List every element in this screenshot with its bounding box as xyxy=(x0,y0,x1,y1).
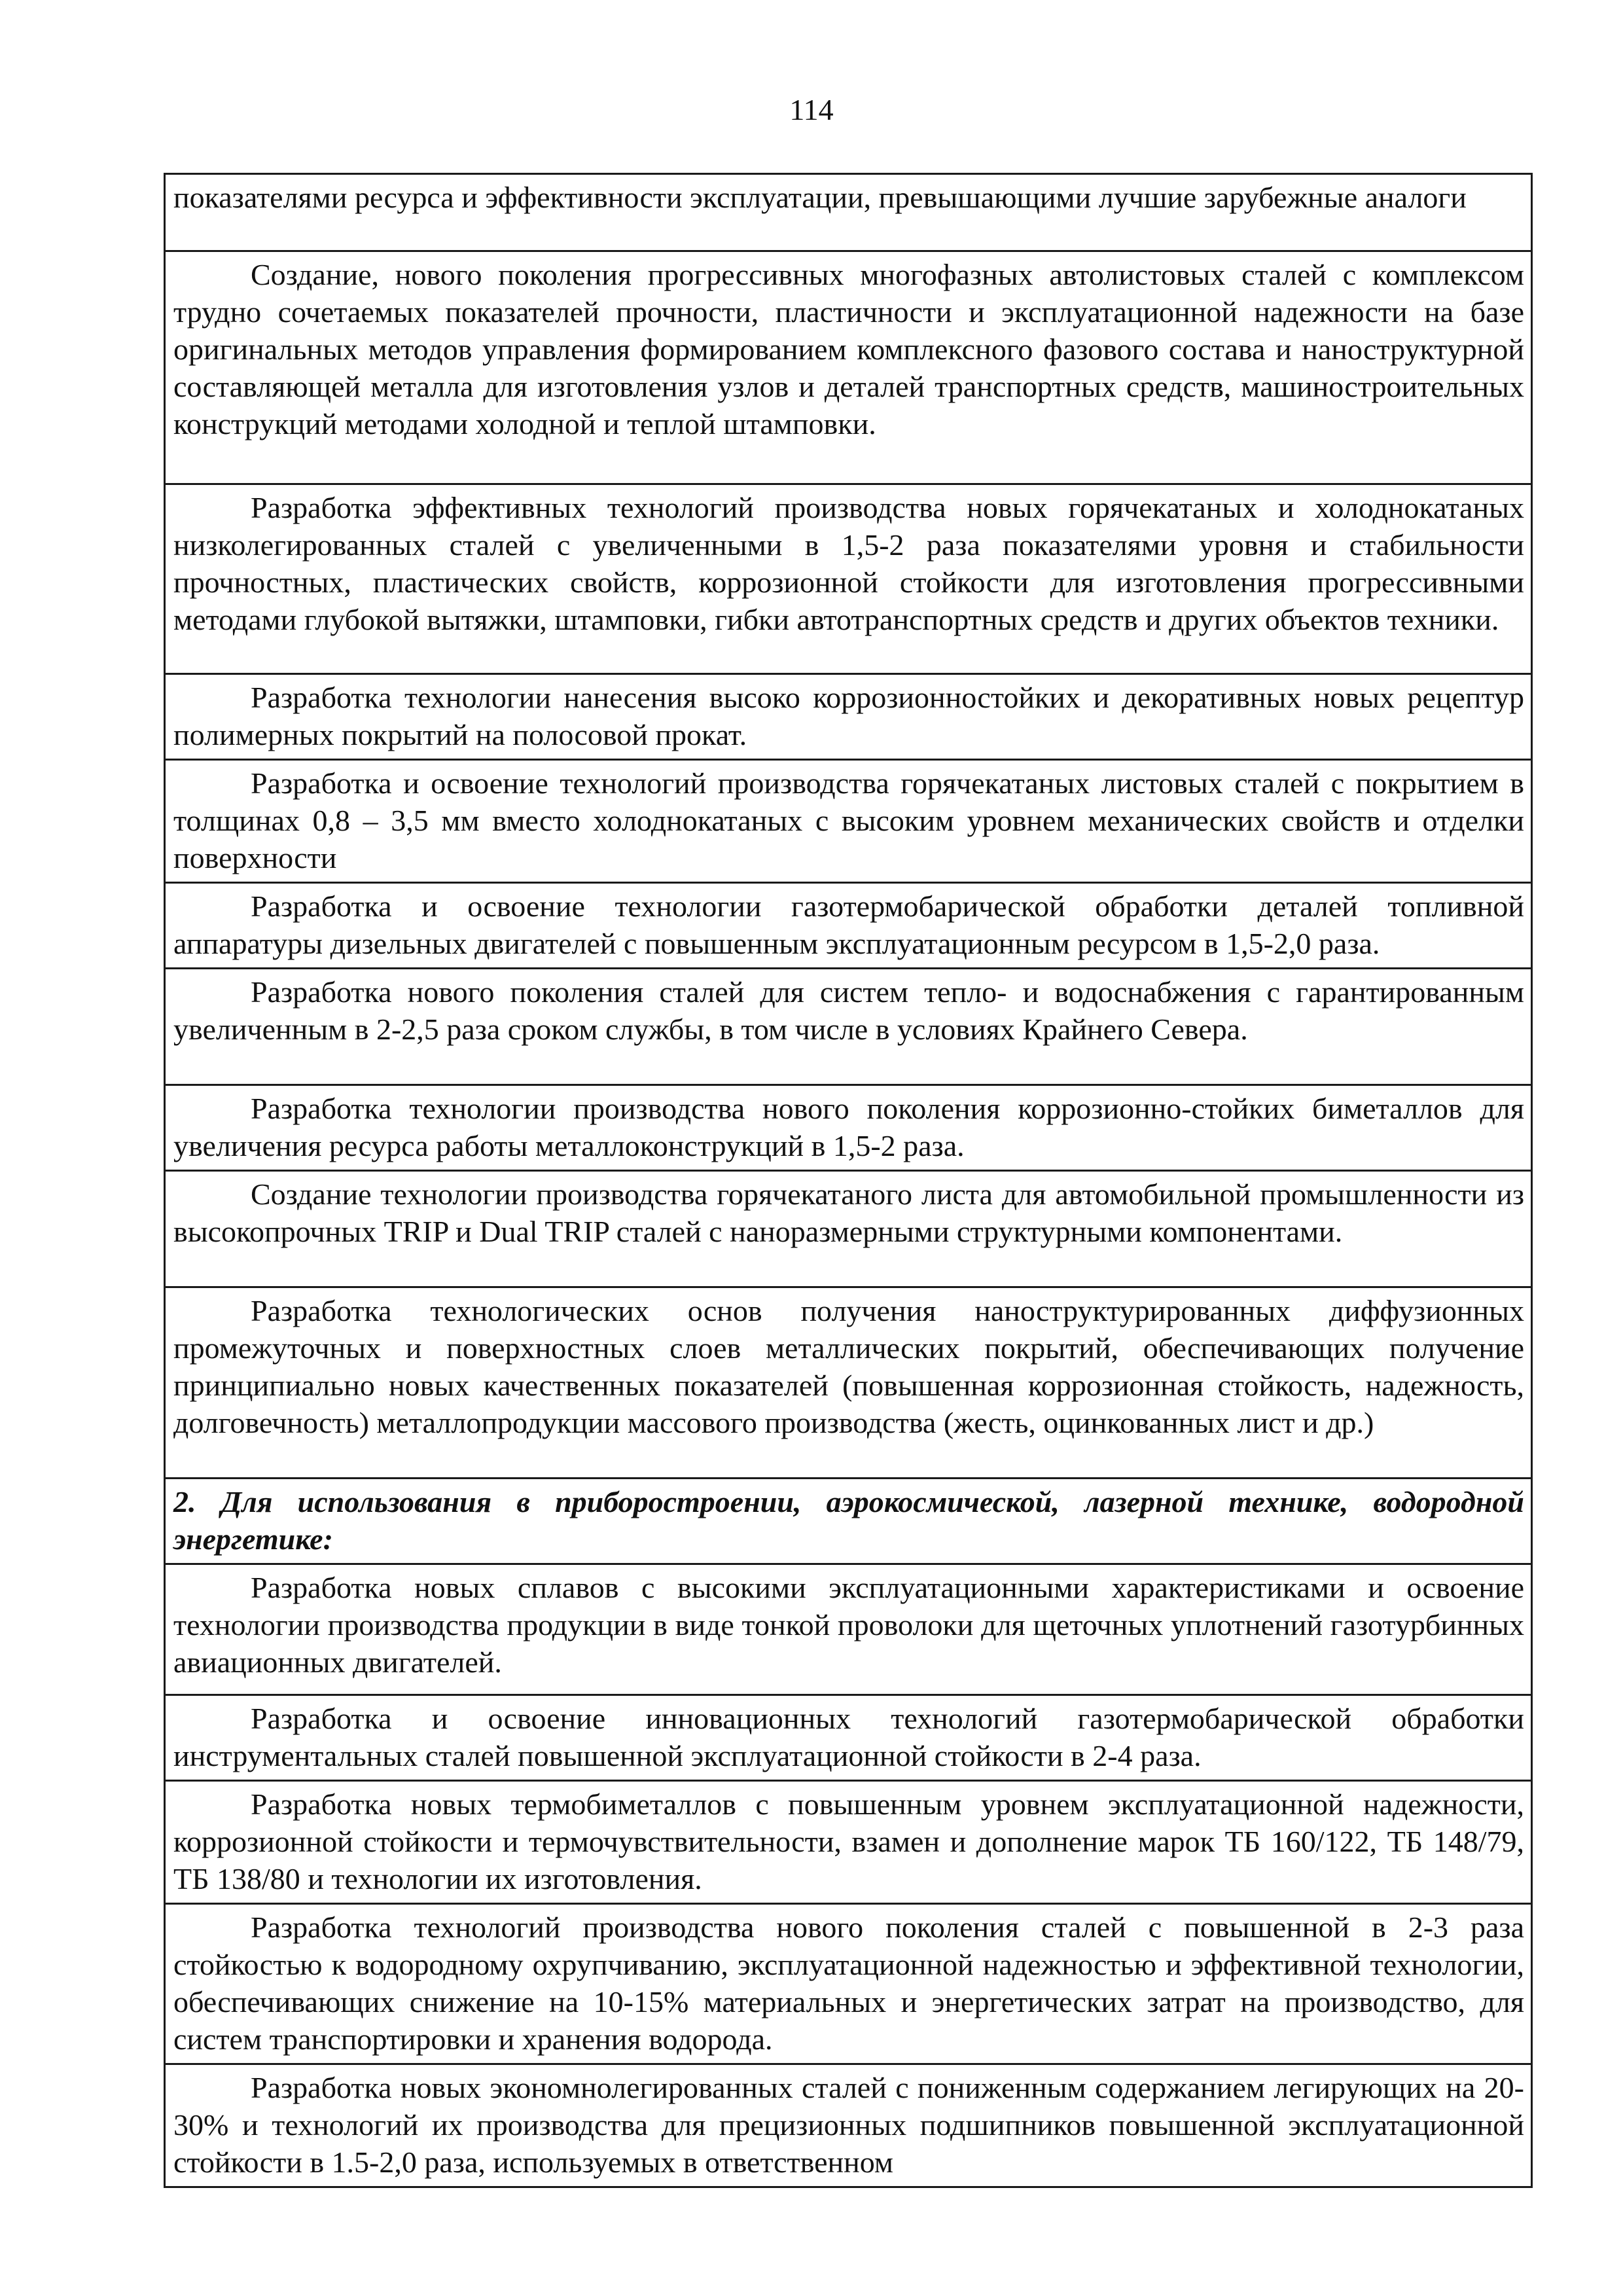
section-heading-row xyxy=(165,1479,1532,1564)
table-row xyxy=(165,1287,1532,1479)
table-row xyxy=(165,1904,1532,2064)
table-cell: Разработка технологий производства нового поколения сталей с повышенной в 2-3 раза стойкостью к водородному охрупчиванию, эксплуатационной надежностью и эффективной технологии, обеспечивающих снижение на 10-15% материальных и энергетических затрат на производство, для систем транспортировки и хранения водорода. xyxy=(165,1904,1532,2064)
table-cell: Разработка технологии нанесения высоко коррозионностойких и декоративных новых рецептур полимерных покрытий на полосовой прокат. xyxy=(165,674,1532,760)
table-row xyxy=(165,174,1532,251)
table-cell: Разработка и освоение технологии газотермобарической обработки деталей топливной аппаратуры дизельных двигателей с повышенным эксплуатационным ресурсом в 1,5-2,0 раза. xyxy=(165,883,1532,969)
table-cell: Разработка и освоение технологий производства горячекатаных листовых сталей с покрытием в толщинах 0,8 – 3,5 мм вместо холоднокатаных с высоким уровнем механических свойств и отделки поверхности xyxy=(165,760,1532,883)
table-row xyxy=(165,1085,1532,1171)
table-row xyxy=(165,1564,1532,1695)
section-heading: 2. Для использования в приборостроении, аэрокосмической, лазерной технике, водородной энергетике: xyxy=(165,1479,1532,1564)
table-cell: Разработка и освоение инновационных технологий газотермобарической обработки инструментальных сталей повышенной эксплуатационной стойкости в 2-4 раза. xyxy=(165,1695,1532,1781)
table-cell: Создание, нового поколения прогрессивных многофазных автолистовых сталей с комплексом трудно сочетаемых показателей прочности, пластичности и эксплуатационной надежности на базе оригинальных методов управления формированием комплексного фазового состава и наноструктурной составляющей металла для изготовления узлов и деталей транспортных средств, машиностроительных конструкций методами холодной и теплой штамповки. xyxy=(165,251,1532,484)
table-cell: Разработка новых сплавов с высокими эксплуатационными характеристиками и освоение технологии производства продукции в виде тонкой проволоки для щеточных уплотнений газотурбинных авиационных двигателей. xyxy=(165,1564,1532,1695)
table-row xyxy=(165,1171,1532,1287)
table-cell: Разработка технологии производства нового поколения коррозионно-стойких биметаллов для увеличения ресурса работы металлоконструкций в 1,5-2 раза. xyxy=(165,1085,1532,1171)
table-cell: Разработка новых экономнолегированных сталей с пониженным содержанием легирующих на 20-30% и технологий их производства для прецизионных подшипников повышенной эксплуатационной стойкости в 1.5-2,0 раза, используемых в ответственном xyxy=(165,2064,1532,2187)
table-row xyxy=(165,2064,1532,2187)
table-row xyxy=(165,969,1532,1085)
table-row xyxy=(165,1781,1532,1904)
table-cell: показателями ресурса и эффективности эксплуатации, превышающими лучшие зарубежные аналоги xyxy=(165,174,1532,251)
table-row xyxy=(165,1695,1532,1781)
content-table xyxy=(164,173,1533,2188)
table-row xyxy=(165,760,1532,883)
table-row xyxy=(165,883,1532,969)
table-row xyxy=(165,251,1532,484)
table-cell: Разработка нового поколения сталей для систем тепло- и водоснабжения с гарантированным увеличенным в 2-2,5 раза сроком службы, в том числе в условиях Крайнего Севера. xyxy=(165,969,1532,1085)
table-row xyxy=(165,484,1532,674)
page-number: 114 xyxy=(789,93,834,126)
table-row xyxy=(165,674,1532,760)
table-cell: Создание технологии производства горячекатаного листа для автомобильной промышленности из высокопрочных TRIP и Dual TRIP сталей с наноразмерными структурными компонентами. xyxy=(165,1171,1532,1287)
table-cell: Разработка новых термобиметаллов с повышенным уровнем эксплуатационной надежности, коррозионной стойкости и термочувствительности, взамен и дополнение марок ТБ 160/122, ТБ 148/79, ТБ 138/80 и технологии их изготовления. xyxy=(165,1781,1532,1904)
table-cell: Разработка эффективных технологий производства новых горячекатаных и холоднокатаных низколегированных сталей с увеличенными в 1,5-2 раза показателями уровня и стабильности прочностных, пластических свойств, коррозионной стойкости для изготовления прогрессивными методами глубокой вытяжки, штамповки, гибки автотранспортных средств и других объектов техники. xyxy=(165,484,1532,674)
table-cell: Разработка технологических основ получения наноструктурированных диффузионных промежуточных и поверхностных слоев металлических покрытий, обеспечивающих получение принципиально новых качественных показателей (повышенная коррозионная стойкость, надежность, долговечность) металлопродукции массового производства (жесть, оцинкованных лист и др.) xyxy=(165,1287,1532,1479)
